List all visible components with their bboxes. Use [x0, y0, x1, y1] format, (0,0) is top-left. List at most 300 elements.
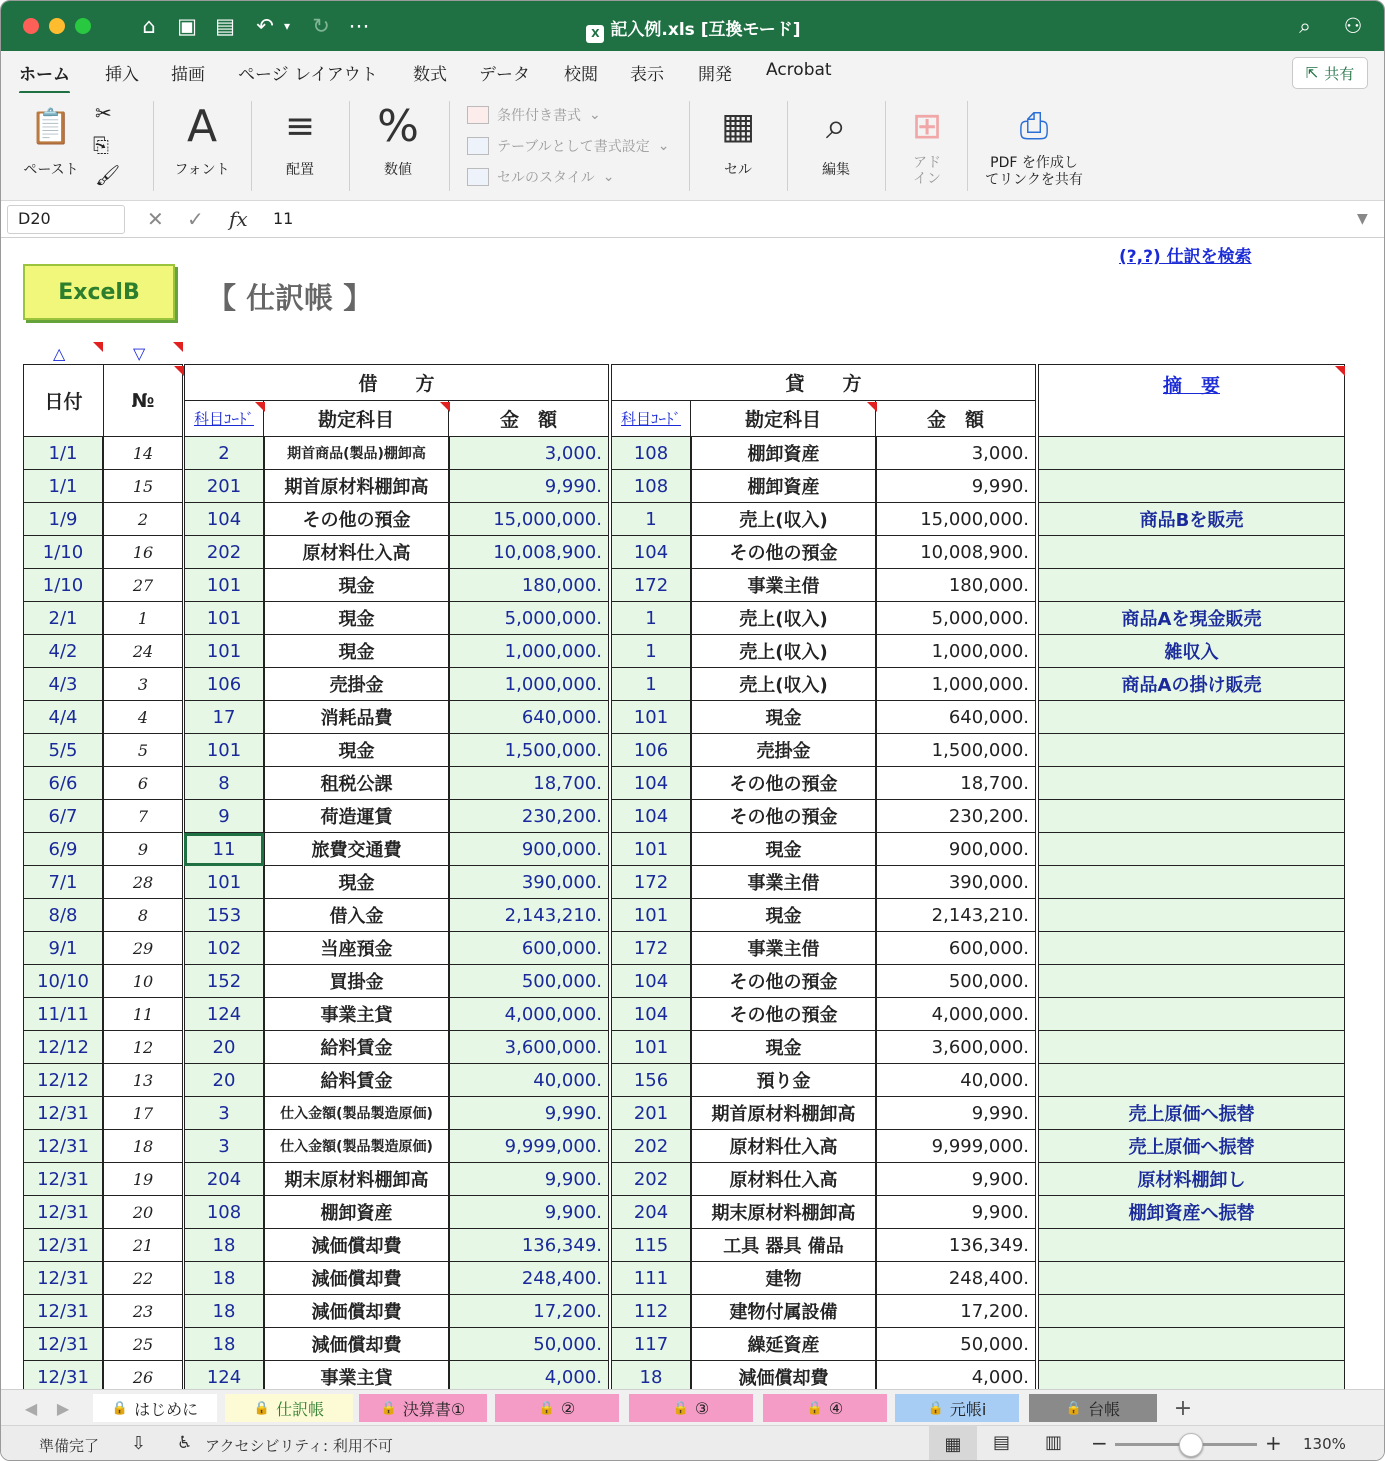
- credit-code-cell[interactable]: 101: [611, 833, 691, 866]
- debit-amount-cell[interactable]: 4,000,000.: [449, 998, 609, 1031]
- number-cell[interactable]: 20: [103, 1196, 183, 1229]
- debit-amount-cell[interactable]: 15,000,000.: [449, 503, 609, 536]
- tab-acrobat[interactable]: Acrobat: [766, 60, 832, 80]
- number-cell[interactable]: 12: [103, 1031, 183, 1064]
- credit-account-cell[interactable]: 預り金: [691, 1064, 876, 1097]
- debit-account-cell[interactable]: 仕入金額(製品製造原価): [264, 1097, 449, 1130]
- credit-account-cell[interactable]: 現金: [691, 701, 876, 734]
- format-as-table-button[interactable]: テーブルとして書式設定 ⌄: [467, 136, 669, 156]
- date-cell[interactable]: 12/31: [23, 1130, 103, 1163]
- number-cell[interactable]: 8: [103, 899, 183, 932]
- status-accessibility[interactable]: アクセシビリティ: 利用不可: [205, 1437, 393, 1455]
- debit-account-cell[interactable]: 期首原材料棚卸高: [264, 470, 449, 503]
- debit-amount-cell[interactable]: 500,000.: [449, 965, 609, 998]
- date-cell[interactable]: 8/8: [23, 899, 103, 932]
- summary-cell[interactable]: [1038, 569, 1345, 602]
- debit-amount-cell[interactable]: 1,000,000.: [449, 668, 609, 701]
- paste-button[interactable]: 📋 ペースト: [19, 99, 83, 179]
- credit-account-cell[interactable]: その他の預金: [691, 767, 876, 800]
- credit-account-cell[interactable]: その他の預金: [691, 998, 876, 1031]
- share-button[interactable]: ⇱ 共有: [1292, 57, 1368, 89]
- credit-code-cell[interactable]: 115: [611, 1229, 691, 1262]
- number-cell[interactable]: 2: [103, 503, 183, 536]
- debit-account-cell[interactable]: 現金: [264, 569, 449, 602]
- credit-code-cell[interactable]: 172: [611, 932, 691, 965]
- debit-amount-cell[interactable]: 3,600,000.: [449, 1031, 609, 1064]
- debit-code-cell[interactable]: 201: [184, 470, 264, 503]
- credit-amount-cell[interactable]: 9,900.: [876, 1163, 1036, 1196]
- date-cell[interactable]: 6/7: [23, 800, 103, 833]
- summary-cell[interactable]: [1038, 701, 1345, 734]
- date-cell[interactable]: 6/9: [23, 833, 103, 866]
- debit-code-cell[interactable]: 152: [184, 965, 264, 998]
- header-credit-code[interactable]: 科目ｺｰﾄﾞ: [611, 400, 691, 437]
- page-layout-view-icon[interactable]: ▤: [993, 1432, 1011, 1453]
- create-pdf-button[interactable]: ⎙ PDF を作成し てリンクを共有: [979, 99, 1089, 189]
- editing-button[interactable]: ⌕ 編集: [801, 99, 871, 179]
- credit-code-cell[interactable]: 1: [611, 635, 691, 668]
- credit-account-cell[interactable]: 棚卸資産: [691, 437, 876, 470]
- debit-account-cell[interactable]: 現金: [264, 866, 449, 899]
- credit-code-cell[interactable]: 104: [611, 965, 691, 998]
- credit-code-cell[interactable]: 104: [611, 998, 691, 1031]
- credit-account-cell[interactable]: 現金: [691, 833, 876, 866]
- credit-account-cell[interactable]: 棚卸資産: [691, 470, 876, 503]
- date-cell[interactable]: 2/1: [23, 602, 103, 635]
- home-icon[interactable]: ⌂: [142, 14, 156, 38]
- debit-account-cell[interactable]: その他の預金: [264, 503, 449, 536]
- credit-code-cell[interactable]: 156: [611, 1064, 691, 1097]
- credit-amount-cell[interactable]: 390,000.: [876, 866, 1036, 899]
- debit-code-cell[interactable]: 104: [184, 503, 264, 536]
- date-cell[interactable]: 12/31: [23, 1328, 103, 1361]
- number-cell[interactable]: 21: [103, 1229, 183, 1262]
- credit-code-cell[interactable]: 1: [611, 668, 691, 701]
- tab-draw[interactable]: 描画: [171, 65, 205, 85]
- credit-amount-cell[interactable]: 18,700.: [876, 767, 1036, 800]
- debit-amount-cell[interactable]: 2,143,210.: [449, 899, 609, 932]
- prev-sheet-icon[interactable]: ◀: [24, 1398, 38, 1418]
- credit-account-cell[interactable]: 事業主借: [691, 866, 876, 899]
- add-sheet-button[interactable]: +: [1173, 1395, 1193, 1421]
- date-cell[interactable]: 12/12: [23, 1031, 103, 1064]
- credit-code-cell[interactable]: 108: [611, 470, 691, 503]
- date-cell[interactable]: 12/31: [23, 1262, 103, 1295]
- credit-amount-cell[interactable]: 9,999,000.: [876, 1130, 1036, 1163]
- credit-account-cell[interactable]: 期首原材料棚卸高: [691, 1097, 876, 1130]
- credit-amount-cell[interactable]: 3,600,000.: [876, 1031, 1036, 1064]
- credit-account-cell[interactable]: その他の預金: [691, 536, 876, 569]
- summary-cell[interactable]: 雑収入: [1038, 635, 1345, 668]
- credit-amount-cell[interactable]: 9,990.: [876, 470, 1036, 503]
- credit-account-cell[interactable]: 現金: [691, 899, 876, 932]
- summary-cell[interactable]: [1038, 899, 1345, 932]
- debit-code-cell[interactable]: 101: [184, 635, 264, 668]
- summary-cell[interactable]: [1038, 470, 1345, 503]
- number-format-button[interactable]: % 数値: [363, 99, 433, 179]
- tab-insert[interactable]: 挿入: [105, 65, 139, 85]
- zoom-level[interactable]: 130%: [1303, 1435, 1346, 1453]
- number-cell[interactable]: 17: [103, 1097, 183, 1130]
- number-cell[interactable]: 16: [103, 536, 183, 569]
- credit-amount-cell[interactable]: 2,143,210.: [876, 899, 1036, 932]
- debit-amount-cell[interactable]: 9,999,000.: [449, 1130, 609, 1163]
- debit-amount-cell[interactable]: 1,000,000.: [449, 635, 609, 668]
- number-cell[interactable]: 11: [103, 998, 183, 1031]
- summary-cell[interactable]: [1038, 1295, 1345, 1328]
- debit-account-cell[interactable]: 減価償却費: [264, 1295, 449, 1328]
- date-cell[interactable]: 11/11: [23, 998, 103, 1031]
- debit-code-cell[interactable]: 18: [184, 1262, 264, 1295]
- alignment-button[interactable]: ≡ 配置: [265, 99, 335, 179]
- credit-amount-cell[interactable]: 4,000.: [876, 1361, 1036, 1389]
- date-cell[interactable]: 1/1: [23, 437, 103, 470]
- expand-formula-icon[interactable]: ▼: [1357, 211, 1368, 227]
- credit-code-cell[interactable]: 172: [611, 866, 691, 899]
- undo-icon[interactable]: ↶: [256, 14, 274, 38]
- debit-code-cell[interactable]: 204: [184, 1163, 264, 1196]
- debit-code-cell[interactable]: 18: [184, 1229, 264, 1262]
- sheet-tab[interactable]: [359, 1394, 487, 1422]
- more-icon[interactable]: ⋯: [348, 14, 370, 38]
- credit-code-cell[interactable]: 101: [611, 701, 691, 734]
- debit-account-cell[interactable]: 給料賃金: [264, 1031, 449, 1064]
- summary-cell[interactable]: [1038, 536, 1345, 569]
- debit-code-cell[interactable]: 3: [184, 1130, 264, 1163]
- credit-account-cell[interactable]: 減価償却費: [691, 1361, 876, 1389]
- summary-cell[interactable]: [1038, 1328, 1345, 1361]
- debit-amount-cell[interactable]: 180,000.: [449, 569, 609, 602]
- date-cell[interactable]: 1/10: [23, 536, 103, 569]
- credit-code-cell[interactable]: 104: [611, 800, 691, 833]
- tab-view[interactable]: 表示: [630, 65, 664, 85]
- debit-amount-cell[interactable]: 9,990.: [449, 1097, 609, 1130]
- sheet-tab[interactable]: [763, 1394, 887, 1422]
- credit-account-cell[interactable]: その他の預金: [691, 965, 876, 998]
- number-cell[interactable]: 4: [103, 701, 183, 734]
- credit-code-cell[interactable]: 202: [611, 1163, 691, 1196]
- summary-cell[interactable]: [1038, 965, 1345, 998]
- debit-account-cell[interactable]: 期首商品(製品)棚卸高: [264, 437, 449, 470]
- credit-code-cell[interactable]: 111: [611, 1262, 691, 1295]
- summary-cell[interactable]: 売上原価へ振替: [1038, 1097, 1345, 1130]
- name-box[interactable]: D20: [7, 205, 125, 234]
- debit-amount-cell[interactable]: 9,990.: [449, 470, 609, 503]
- credit-amount-cell[interactable]: 40,000.: [876, 1064, 1036, 1097]
- summary-cell[interactable]: [1038, 734, 1345, 767]
- debit-code-cell[interactable]: 102: [184, 932, 264, 965]
- sheet-tab[interactable]: [629, 1394, 753, 1422]
- summary-cell[interactable]: 棚卸資産へ振替: [1038, 1196, 1345, 1229]
- debit-amount-cell[interactable]: 136,349.: [449, 1229, 609, 1262]
- credit-amount-cell[interactable]: 5,000,000.: [876, 602, 1036, 635]
- summary-cell[interactable]: [1038, 1262, 1345, 1295]
- debit-code-cell[interactable]: 17: [184, 701, 264, 734]
- credit-code-cell[interactable]: 101: [611, 899, 691, 932]
- credit-code-cell[interactable]: 112: [611, 1295, 691, 1328]
- debit-account-cell[interactable]: 借入金: [264, 899, 449, 932]
- date-cell[interactable]: 7/1: [23, 866, 103, 899]
- debit-amount-cell[interactable]: 10,008,900.: [449, 536, 609, 569]
- number-cell[interactable]: 15: [103, 470, 183, 503]
- conditional-format-button[interactable]: 条件付き書式 ⌄: [467, 105, 601, 125]
- cancel-icon[interactable]: ✕: [147, 207, 164, 231]
- credit-amount-cell[interactable]: 3,000.: [876, 437, 1036, 470]
- sheet-tab[interactable]: [895, 1394, 1019, 1422]
- number-cell[interactable]: 1: [103, 602, 183, 635]
- number-cell[interactable]: 26: [103, 1361, 183, 1389]
- sheet-tab[interactable]: [495, 1394, 619, 1422]
- debit-account-cell[interactable]: 事業主貸: [264, 1361, 449, 1389]
- formula-value[interactable]: 11: [273, 209, 294, 228]
- debit-account-cell[interactable]: 売掛金: [264, 668, 449, 701]
- cut-icon[interactable]: ✂: [95, 101, 112, 125]
- credit-amount-cell[interactable]: 15,000,000.: [876, 503, 1036, 536]
- date-cell[interactable]: 1/10: [23, 569, 103, 602]
- debit-code-cell[interactable]: 108: [184, 1196, 264, 1229]
- debit-code-cell[interactable]: 11: [184, 833, 264, 866]
- debit-account-cell[interactable]: 荷造運賃: [264, 800, 449, 833]
- number-cell[interactable]: 29: [103, 932, 183, 965]
- debit-amount-cell[interactable]: 600,000.: [449, 932, 609, 965]
- date-cell[interactable]: 9/1: [23, 932, 103, 965]
- summary-cell[interactable]: 原材料棚卸し: [1038, 1163, 1345, 1196]
- debit-code-cell[interactable]: 3: [184, 1097, 264, 1130]
- debit-amount-cell[interactable]: 50,000.: [449, 1328, 609, 1361]
- credit-account-cell[interactable]: 建物: [691, 1262, 876, 1295]
- credit-amount-cell[interactable]: 1,000,000.: [876, 635, 1036, 668]
- header-summary[interactable]: 摘 要: [1038, 364, 1345, 437]
- debit-amount-cell[interactable]: 40,000.: [449, 1064, 609, 1097]
- debit-amount-cell[interactable]: 18,700.: [449, 767, 609, 800]
- credit-amount-cell[interactable]: 9,900.: [876, 1196, 1036, 1229]
- number-cell[interactable]: 7: [103, 800, 183, 833]
- summary-cell[interactable]: [1038, 800, 1345, 833]
- credit-code-cell[interactable]: 117: [611, 1328, 691, 1361]
- debit-account-cell[interactable]: 現金: [264, 635, 449, 668]
- debit-code-cell[interactable]: 2: [184, 437, 264, 470]
- number-cell[interactable]: 10: [103, 965, 183, 998]
- debit-code-cell[interactable]: 9: [184, 800, 264, 833]
- addins-button[interactable]: ⊞ アド イン: [897, 99, 957, 187]
- credit-code-cell[interactable]: 18: [611, 1361, 691, 1389]
- debit-account-cell[interactable]: 給料賃金: [264, 1064, 449, 1097]
- debit-code-cell[interactable]: 18: [184, 1295, 264, 1328]
- tab-data[interactable]: データ: [479, 65, 530, 85]
- debit-account-cell[interactable]: 棚卸資産: [264, 1196, 449, 1229]
- number-cell[interactable]: 28: [103, 866, 183, 899]
- debit-account-cell[interactable]: 原材料仕入高: [264, 536, 449, 569]
- credit-amount-cell[interactable]: 9,990.: [876, 1097, 1036, 1130]
- page-break-view-icon[interactable]: ▥: [1045, 1432, 1063, 1453]
- credit-code-cell[interactable]: 172: [611, 569, 691, 602]
- zoom-in-button[interactable]: +: [1265, 1431, 1282, 1455]
- format-painter-icon[interactable]: 🖌: [95, 163, 121, 187]
- debit-account-cell[interactable]: 減価償却費: [264, 1262, 449, 1295]
- tab-home[interactable]: ホーム: [19, 60, 70, 85]
- debit-account-cell[interactable]: 買掛金: [264, 965, 449, 998]
- summary-cell[interactable]: [1038, 1064, 1345, 1097]
- credit-code-cell[interactable]: 106: [611, 734, 691, 767]
- number-cell[interactable]: 25: [103, 1328, 183, 1361]
- credit-amount-cell[interactable]: 4,000,000.: [876, 998, 1036, 1031]
- summary-cell[interactable]: 売上原価へ振替: [1038, 1130, 1345, 1163]
- credit-amount-cell[interactable]: 180,000.: [876, 569, 1036, 602]
- date-cell[interactable]: 12/31: [23, 1229, 103, 1262]
- search-icon[interactable]: ⌕: [1299, 13, 1311, 38]
- redo-icon[interactable]: ↻: [312, 14, 330, 38]
- number-cell[interactable]: 19: [103, 1163, 183, 1196]
- credit-account-cell[interactable]: 事業主借: [691, 569, 876, 602]
- debit-code-cell[interactable]: 101: [184, 734, 264, 767]
- summary-cell[interactable]: [1038, 767, 1345, 800]
- credit-amount-cell[interactable]: 136,349.: [876, 1229, 1036, 1262]
- debit-code-cell[interactable]: 202: [184, 536, 264, 569]
- copy-icon[interactable]: ⎘: [93, 133, 109, 157]
- debit-amount-cell[interactable]: 5,000,000.: [449, 602, 609, 635]
- credit-account-cell[interactable]: 売上(収入): [691, 602, 876, 635]
- date-cell[interactable]: 12/31: [23, 1196, 103, 1229]
- insert-function-icon[interactable]: fx: [229, 207, 248, 231]
- sort-descending-button[interactable]: ▽: [133, 344, 146, 363]
- credit-amount-cell[interactable]: 1,000,000.: [876, 668, 1036, 701]
- zoom-out-button[interactable]: −: [1091, 1431, 1108, 1455]
- search-journal-link[interactable]: (?,?) 仕訳を検索: [1119, 247, 1252, 267]
- date-cell[interactable]: 5/5: [23, 734, 103, 767]
- summary-cell[interactable]: [1038, 1031, 1345, 1064]
- number-cell[interactable]: 27: [103, 569, 183, 602]
- credit-account-cell[interactable]: 期末原材料棚卸高: [691, 1196, 876, 1229]
- sheet-tab[interactable]: [1029, 1394, 1157, 1422]
- credit-amount-cell[interactable]: 500,000.: [876, 965, 1036, 998]
- debit-account-cell[interactable]: 減価償却費: [264, 1328, 449, 1361]
- debit-account-cell[interactable]: 現金: [264, 602, 449, 635]
- summary-cell[interactable]: 商品Aを現金販売: [1038, 602, 1345, 635]
- debit-account-cell[interactable]: 当座預金: [264, 932, 449, 965]
- credit-account-cell[interactable]: 繰延資産: [691, 1328, 876, 1361]
- debit-amount-cell[interactable]: 3,000.: [449, 437, 609, 470]
- summary-cell[interactable]: [1038, 833, 1345, 866]
- credit-account-cell[interactable]: 事業主借: [691, 932, 876, 965]
- summary-cell[interactable]: 商品Bを販売: [1038, 503, 1345, 536]
- number-cell[interactable]: 14: [103, 437, 183, 470]
- tab-page-layout[interactable]: ページ レイアウト: [238, 65, 378, 85]
- debit-amount-cell[interactable]: 640,000.: [449, 701, 609, 734]
- normal-view-icon[interactable]: ▦: [929, 1426, 977, 1461]
- date-cell[interactable]: 1/9: [23, 503, 103, 536]
- date-cell[interactable]: 4/2: [23, 635, 103, 668]
- debit-code-cell[interactable]: 18: [184, 1328, 264, 1361]
- sort-ascending-button[interactable]: △: [53, 344, 66, 363]
- credit-code-cell[interactable]: 202: [611, 1130, 691, 1163]
- debit-amount-cell[interactable]: 390,000.: [449, 866, 609, 899]
- debit-account-cell[interactable]: 期末原材料棚卸高: [264, 1163, 449, 1196]
- summary-cell[interactable]: [1038, 1361, 1345, 1389]
- credit-amount-cell[interactable]: 17,200.: [876, 1295, 1036, 1328]
- credit-code-cell[interactable]: 201: [611, 1097, 691, 1130]
- date-cell[interactable]: 12/31: [23, 1295, 103, 1328]
- debit-code-cell[interactable]: 124: [184, 1361, 264, 1389]
- date-cell[interactable]: 6/6: [23, 767, 103, 800]
- credit-account-cell[interactable]: その他の預金: [691, 800, 876, 833]
- number-cell[interactable]: 24: [103, 635, 183, 668]
- number-cell[interactable]: 22: [103, 1262, 183, 1295]
- tab-review[interactable]: 校閲: [564, 65, 598, 85]
- date-cell[interactable]: 4/4: [23, 701, 103, 734]
- debit-amount-cell[interactable]: 4,000.: [449, 1361, 609, 1389]
- save-icon[interactable]: ▣: [177, 14, 197, 38]
- credit-account-cell[interactable]: 売上(収入): [691, 668, 876, 701]
- number-cell[interactable]: 6: [103, 767, 183, 800]
- debit-account-cell[interactable]: 事業主貸: [264, 998, 449, 1031]
- debit-code-cell[interactable]: 20: [184, 1064, 264, 1097]
- number-cell[interactable]: 23: [103, 1295, 183, 1328]
- credit-code-cell[interactable]: 101: [611, 1031, 691, 1064]
- account-icon[interactable]: ⚇: [1343, 14, 1363, 38]
- debit-amount-cell[interactable]: 230,200.: [449, 800, 609, 833]
- debit-amount-cell[interactable]: 900,000.: [449, 833, 609, 866]
- debit-amount-cell[interactable]: 248,400.: [449, 1262, 609, 1295]
- excelb-logo[interactable]: ExcelB: [23, 264, 175, 320]
- credit-account-cell[interactable]: 建物付属設備: [691, 1295, 876, 1328]
- macro-record-icon[interactable]: ⇩: [131, 1433, 147, 1454]
- debit-account-cell[interactable]: 減価償却費: [264, 1229, 449, 1262]
- date-cell[interactable]: 12/31: [23, 1097, 103, 1130]
- credit-code-cell[interactable]: 1: [611, 602, 691, 635]
- date-cell[interactable]: 4/3: [23, 668, 103, 701]
- tab-formulas[interactable]: 数式: [413, 65, 447, 85]
- debit-code-cell[interactable]: 124: [184, 998, 264, 1031]
- credit-account-cell[interactable]: 現金: [691, 1031, 876, 1064]
- number-cell[interactable]: 18: [103, 1130, 183, 1163]
- tab-developer[interactable]: 開発: [698, 65, 732, 85]
- number-cell[interactable]: 9: [103, 833, 183, 866]
- debit-amount-cell[interactable]: 17,200.: [449, 1295, 609, 1328]
- credit-account-cell[interactable]: 原材料仕入高: [691, 1163, 876, 1196]
- cell-styles-button[interactable]: セルのスタイル ⌄: [467, 167, 614, 187]
- debit-code-cell[interactable]: 106: [184, 668, 264, 701]
- date-cell[interactable]: 10/10: [23, 965, 103, 998]
- date-cell[interactable]: 12/12: [23, 1064, 103, 1097]
- save-as-icon[interactable]: ▤: [215, 14, 235, 38]
- debit-code-cell[interactable]: 101: [184, 569, 264, 602]
- enter-icon[interactable]: ✓: [187, 207, 204, 231]
- credit-amount-cell[interactable]: 230,200.: [876, 800, 1036, 833]
- debit-account-cell[interactable]: 消耗品費: [264, 701, 449, 734]
- debit-account-cell[interactable]: 現金: [264, 734, 449, 767]
- credit-amount-cell[interactable]: 248,400.: [876, 1262, 1036, 1295]
- number-cell[interactable]: 13: [103, 1064, 183, 1097]
- date-cell[interactable]: 12/31: [23, 1163, 103, 1196]
- summary-cell[interactable]: [1038, 866, 1345, 899]
- zoom-slider-thumb[interactable]: [1179, 1433, 1203, 1457]
- debit-account-cell[interactable]: 租税公課: [264, 767, 449, 800]
- accessibility-icon[interactable]: ♿: [177, 1433, 193, 1453]
- sheet-tab[interactable]: [93, 1394, 217, 1422]
- credit-account-cell[interactable]: 原材料仕入高: [691, 1130, 876, 1163]
- credit-code-cell[interactable]: 104: [611, 536, 691, 569]
- credit-code-cell[interactable]: 104: [611, 767, 691, 800]
- credit-account-cell[interactable]: 売掛金: [691, 734, 876, 767]
- summary-cell[interactable]: [1038, 998, 1345, 1031]
- credit-code-cell[interactable]: 1: [611, 503, 691, 536]
- credit-amount-cell[interactable]: 640,000.: [876, 701, 1036, 734]
- debit-code-cell[interactable]: 20: [184, 1031, 264, 1064]
- credit-amount-cell[interactable]: 50,000.: [876, 1328, 1036, 1361]
- date-cell[interactable]: 12/31: [23, 1361, 103, 1389]
- undo-dropdown-icon[interactable]: ▾: [283, 19, 291, 33]
- debit-code-cell[interactable]: 8: [184, 767, 264, 800]
